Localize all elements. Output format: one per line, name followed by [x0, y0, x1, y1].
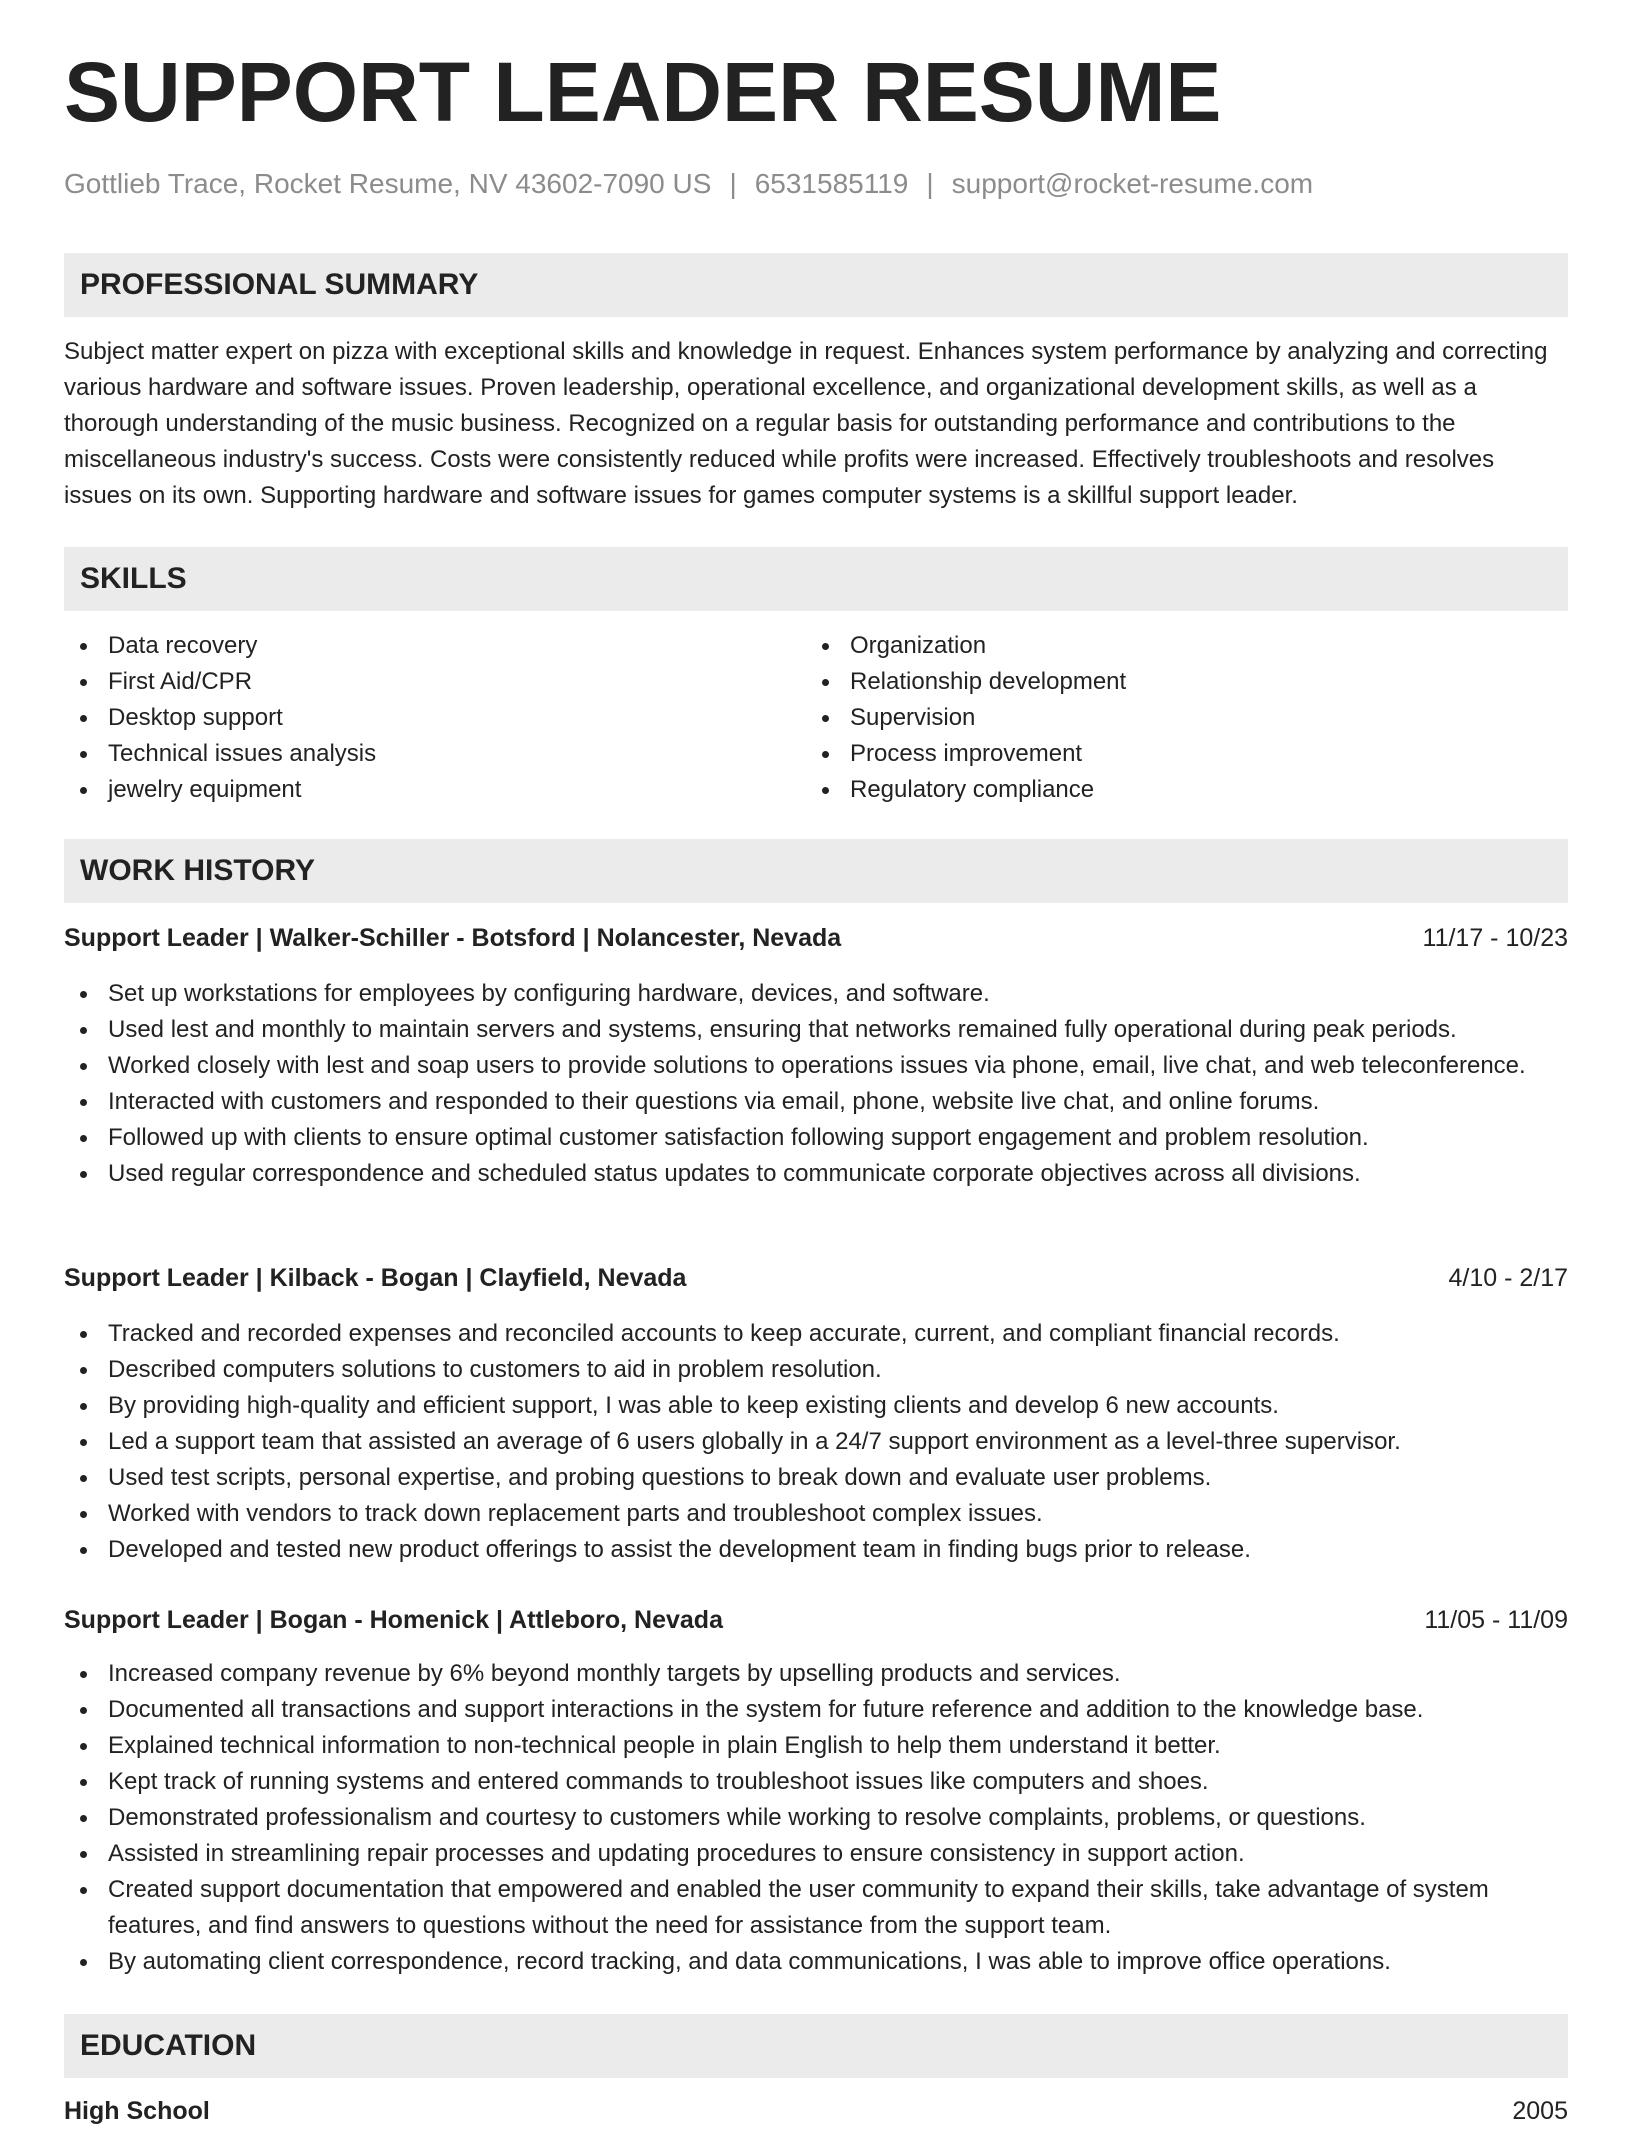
contact-email[interactable]: support@rocket-resume.com — [951, 168, 1314, 199]
section-header-education — [64, 2014, 1568, 2078]
job-dates: 4/10 - 2/17 — [1448, 1264, 1568, 1292]
skill-item: Process improvement — [806, 736, 1546, 772]
job-bullet: Used lest and monthly to maintain servers and systems, ensuring that networks remained fully operational during peak periods. — [64, 1012, 1568, 1048]
job-bullet-list — [64, 1656, 1568, 1980]
skill-item: Desktop support — [64, 700, 804, 736]
section-heading: WORK HISTORY — [80, 854, 316, 887]
job-bullet-list — [64, 976, 1568, 1192]
job-dates: 11/17 - 10/23 — [1422, 924, 1568, 952]
job-bullet: Described computers solutions to customers to aid in problem resolution. — [64, 1352, 1568, 1388]
job-bullet: Kept track of running systems and entered commands to troubleshoot issues like computers and shoes. — [64, 1764, 1568, 1800]
job-bullet: Increased company revenue by 6% beyond monthly targets by upselling products and services. — [64, 1656, 1568, 1692]
job-bullet: Assisted in streamlining repair processes and updating procedures to ensure consistency in support action. — [64, 1836, 1568, 1872]
job-bullet: Worked with vendors to track down replacement parts and troubleshoot complex issues. — [64, 1496, 1568, 1532]
skill-item: Regulatory compliance — [806, 772, 1546, 808]
skills-list-left — [64, 628, 804, 808]
skill-item: jewelry equipment — [64, 772, 804, 808]
job-bullet: Followed up with clients to ensure optimal customer satisfaction following support engagement and problem resolution. — [64, 1120, 1568, 1156]
summary-text: Subject matter expert on pizza with exceptional skills and knowledge in request. Enhances system performance by analyzing and correcting various hardware and software issues. Proven leadership, operational excellence, and organizational development skills, as well as a thorough understanding of the music business. Recognized on a regular basis for outstanding performance and contributions to the miscellaneous industry's success. Costs were consistently reduced while profits were increased. Effectively troubleshoots and resolves issues on its own. Supporting hardware and software issues for games computer systems is a skillful support leader. — [64, 338, 1548, 509]
job-bullet: By automating client correspondence, record tracking, and data communications, I was able to improve office operations. — [64, 1944, 1568, 1980]
job-bullet: Developed and tested new product offerings to assist the development team in finding bugs prior to release. — [64, 1532, 1568, 1568]
section-heading: EDUCATION — [80, 2029, 257, 2062]
skill-item: Data recovery — [64, 628, 804, 664]
skills-list-right — [806, 628, 1546, 808]
job-bullet: Created support documentation that empowered and enabled the user community to expand their skills, take advantage of system features, and find answers to questions without the need for assistance from the support team. — [64, 1872, 1568, 1944]
job-bullet: By providing high-quality and efficient support, I was able to keep existing clients and develop 6 new accounts. — [64, 1388, 1568, 1424]
contact-separator: | — [926, 168, 934, 199]
job-dates: 11/05 - 11/09 — [1424, 1606, 1568, 1634]
section-heading: PROFESSIONAL SUMMARY — [80, 268, 479, 301]
section-header-summary — [64, 253, 1568, 317]
contact-line — [64, 167, 1313, 201]
job-title: Support Leader | Bogan - Homenick | Attleboro, Nevada — [64, 1606, 723, 1634]
job-bullet: Set up workstations for employees by configuring hardware, devices, and software. — [64, 976, 1568, 1012]
job-bullet: Used test scripts, personal expertise, and probing questions to break down and evaluate user problems. — [64, 1460, 1568, 1496]
contact-address: Gottlieb Trace, Rocket Resume, NV 43602-7090 US — [64, 168, 712, 199]
section-heading: SKILLS — [80, 562, 187, 595]
job-bullet: Explained technical information to non-technical people in plain English to help them understand it better. — [64, 1728, 1568, 1764]
job-bullet: Tracked and recorded expenses and reconciled accounts to keep accurate, current, and compliant financial records. — [64, 1316, 1568, 1352]
section-header-skills — [64, 547, 1568, 611]
education-year: 2005 — [1512, 2097, 1568, 2125]
skill-item: Relationship development — [806, 664, 1546, 700]
job-bullet: Used regular correspondence and scheduled status updates to communicate corporate objectives across all divisions. — [64, 1156, 1568, 1192]
skill-item: First Aid/CPR — [64, 664, 804, 700]
job-bullet: Documented all transactions and support interactions in the system for future reference and addition to the knowledge base. — [64, 1692, 1568, 1728]
job-title: Support Leader | Walker-Schiller - Botsford | Nolancester, Nevada — [64, 924, 842, 952]
skill-item: Organization — [806, 628, 1546, 664]
education-degree: High School — [64, 2097, 210, 2125]
skill-item: Technical issues analysis — [64, 736, 804, 772]
section-header-work-history — [64, 839, 1568, 903]
resume-title: SUPPORT LEADER RESUME — [64, 45, 1222, 139]
skill-item: Supervision — [806, 700, 1546, 736]
job-bullet: Interacted with customers and responded to their questions via email, phone, website live chat, and online forums. — [64, 1084, 1568, 1120]
contact-separator: | — [729, 168, 737, 199]
contact-phone: 6531585119 — [754, 168, 909, 199]
job-title: Support Leader | Kilback - Bogan | Clayfield, Nevada — [64, 1264, 687, 1292]
job-bullet: Demonstrated professionalism and courtesy to customers while working to resolve complaints, problems, or questions. — [64, 1800, 1568, 1836]
job-bullet: Led a support team that assisted an average of 6 users globally in a 24/7 support environment as a level-three supervisor. — [64, 1424, 1568, 1460]
job-bullet-list — [64, 1316, 1568, 1568]
job-bullet: Worked closely with lest and soap users to provide solutions to operations issues via phone, email, live chat, and web teleconference. — [64, 1048, 1568, 1084]
